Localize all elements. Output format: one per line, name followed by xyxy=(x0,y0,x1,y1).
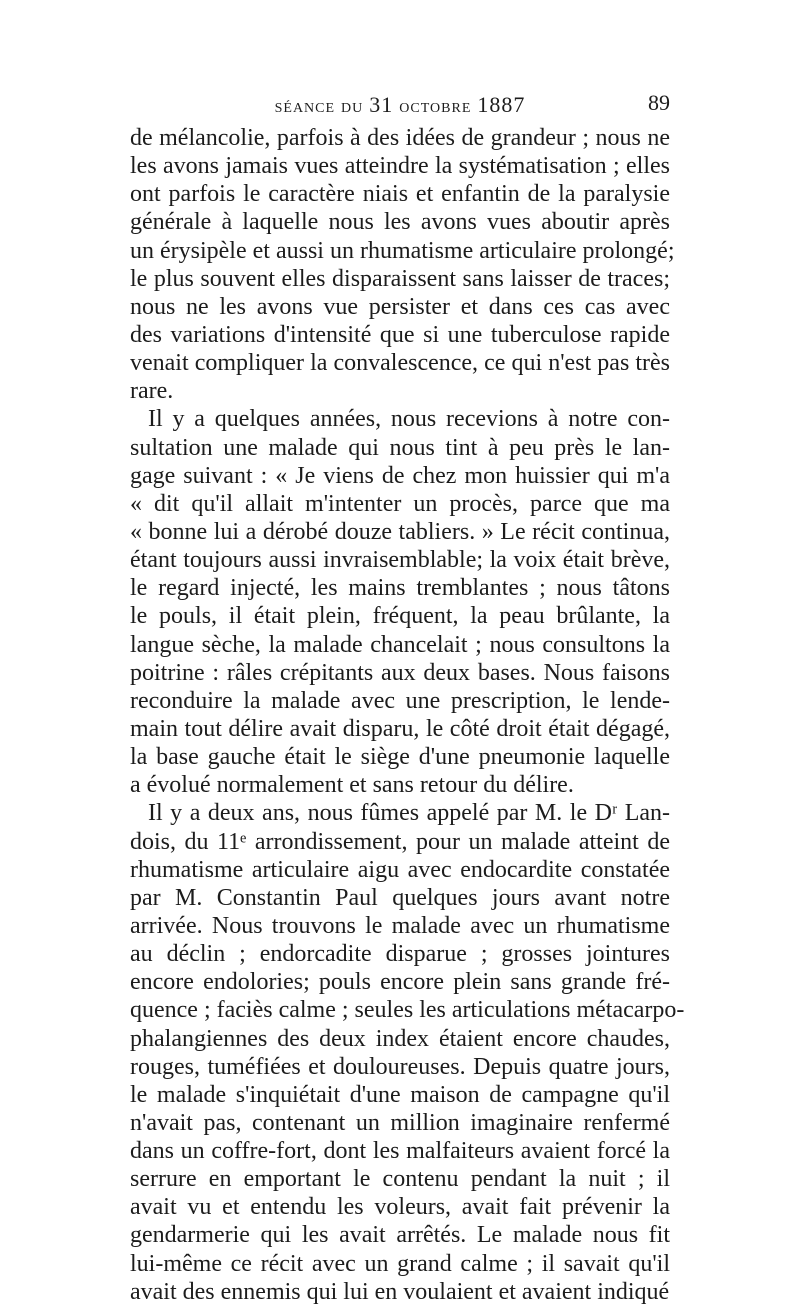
text-line: étant toujours aussi invraisemblable; la voix était brève, xyxy=(130,547,670,574)
text-line: au déclin ; endorcadite disparue ; grosses jointures xyxy=(130,941,670,968)
text-line: serrure en emportant le contenu pendant la nuit ; il xyxy=(130,1166,670,1193)
text-line: reconduire la malade avec une prescription, le lende- xyxy=(130,687,670,714)
text-line: main tout délire avait disparu, le côté droit était dégagé, xyxy=(130,715,670,742)
text-line: arrivée. Nous trouvons le malade avec un rhumatisme xyxy=(130,912,670,939)
text-line: Il y a quelques années, nous recevions à notre con- xyxy=(148,406,670,433)
page-number: 89 xyxy=(648,90,670,115)
text-line: n'avait pas, contenant un million imaginaire renfermé xyxy=(130,1109,670,1136)
text-line: un érysipèle et aussi un rhumatisme articulaire prolongé; xyxy=(130,237,675,264)
text-line: poitrine : râles crépitants aux deux bases. Nous faisons xyxy=(130,659,670,686)
text-line: générale à laquelle nous les avons vues aboutir après xyxy=(130,209,670,236)
running-head xyxy=(130,92,670,118)
text-line: « bonne lui a dérobé douze tabliers. » Le récit continua, xyxy=(130,518,670,545)
text-line: rhumatisme articulaire aigu avec endocardite constatée xyxy=(130,856,670,883)
text-line: dans un coffre-fort, dont les malfaiteurs avaient forcé la xyxy=(130,1138,670,1165)
text-line: lui-même ce récit avec un grand calme ; il savait qu'il xyxy=(130,1250,670,1277)
text-line: a évolué normalement et sans retour du délire. xyxy=(130,772,574,799)
text-line: sultation une malade qui nous tint à peu près le lan- xyxy=(130,434,670,461)
text-line: des variations d'intensité que si une tuberculose rapide xyxy=(130,321,670,348)
text-line: le malade s'inquiétait d'une maison de campagne qu'il xyxy=(130,1081,670,1108)
text-line: langue sèche, la malade chancelait ; nous consultons la xyxy=(130,631,670,658)
text-line: encore endolories; pouls encore plein sans grande fré- xyxy=(130,969,670,996)
text-line: rare. xyxy=(130,378,174,405)
text-line: gendarmerie qui les avait arrêtés. Le malade nous fit xyxy=(130,1222,670,1249)
running-title-day: 31 xyxy=(369,92,394,117)
body-text xyxy=(130,124,685,1306)
text-line: par M. Constantin Paul quelques jours avant notre xyxy=(130,884,670,911)
text-line: rouges, tuméfiées et douloureuses. Depuis quatre jours, xyxy=(130,1053,670,1080)
text-line: quence ; faciès calme ; seules les articulations métacarpo- xyxy=(130,997,685,1024)
running-title xyxy=(130,92,670,118)
text-line: le pouls, il était plein, fréquent, la peau brûlante, la xyxy=(130,603,670,630)
text-line: ont parfois le caractère niais et enfantin de la paralysie xyxy=(130,181,670,208)
paragraph xyxy=(130,124,675,405)
paragraph xyxy=(130,799,685,1306)
text-line: les avons jamais vues atteindre la systématisation ; elles xyxy=(130,153,670,180)
text-line: le regard injecté, les mains tremblantes ; nous tâtons xyxy=(130,575,670,602)
text-line: Il y a deux ans, nous fûmes appelé par M. le Dʳ Lan- xyxy=(148,800,670,827)
paragraph xyxy=(130,405,670,799)
running-title-text-1: séance du xyxy=(274,95,370,117)
text-line: de mélancolie, parfois à des idées de grandeur ; nous ne xyxy=(130,125,670,151)
text-line: la base gauche était le siège d'une pneumonie laquelle xyxy=(130,744,670,771)
text-line: avait des ennemis qui lui en voulaient et avaient indiqué xyxy=(130,1278,670,1305)
text-line: « dit qu'il allait m'intenter un procès, parce que ma xyxy=(130,490,670,517)
text-line: avait vu et entendu les voleurs, avait fait prévenir la xyxy=(130,1194,670,1221)
text-line: phalangiennes des deux index étaient encore chaudes, xyxy=(130,1025,670,1052)
text-line: dois, du 11ᵉ arrondissement, pour un malade atteint de xyxy=(130,828,670,855)
running-title-year: 1887 xyxy=(477,92,526,117)
running-title-text-2: octobre xyxy=(393,95,478,117)
text-line: le plus souvent elles disparaissent sans laisser de traces; xyxy=(130,265,670,292)
text-line: gage suivant : « Je viens de chez mon huissier qui m'a xyxy=(130,462,670,489)
text-line: nous ne les avons vue persister et dans ces cas avec xyxy=(130,293,670,320)
text-line: venait compliquer la convalescence, ce qui n'est pas très xyxy=(130,350,670,377)
